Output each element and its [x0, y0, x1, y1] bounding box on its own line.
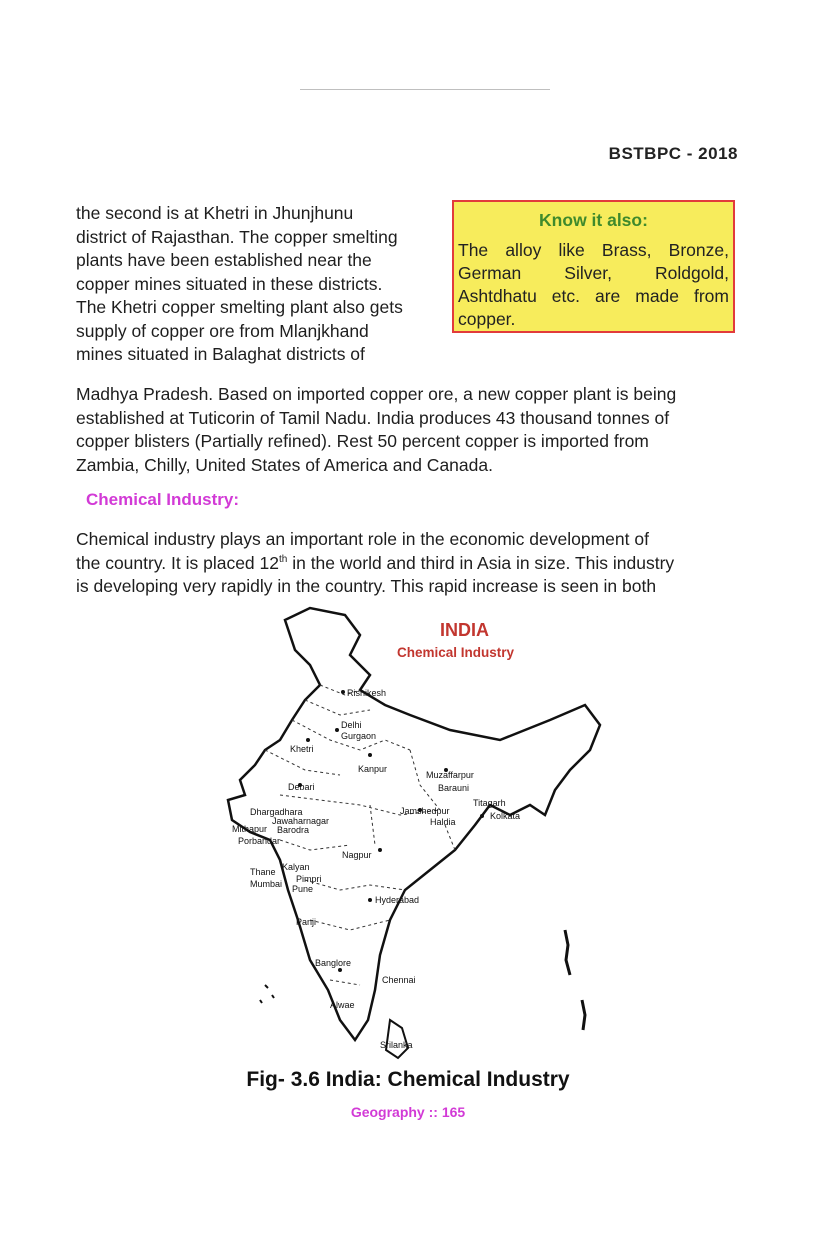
text-line: Madhya Pradesh. Based on imported copper ore, a new copper plant is being: [76, 384, 677, 404]
paragraph-chemical: [76, 528, 738, 599]
city-label: Panji: [296, 917, 317, 927]
city-dot: [338, 968, 342, 972]
city-label: Barauni: [438, 783, 470, 793]
city-dot: [335, 728, 339, 732]
city-label: Dhargadhara: [250, 807, 303, 817]
text-line: mines situated in Balaghat districts of: [76, 344, 365, 364]
text-fragment: the country. It is placed 12: [76, 552, 279, 573]
map-subtitle: Chemical Industry: [397, 645, 515, 660]
city-dot: [341, 690, 345, 694]
lakshadweep-islands: [260, 985, 274, 1003]
text-line: established at Tuticorin of Tamil Nadu. India produces 43 thousand tonnes of: [76, 407, 670, 428]
city-label: Kolkata: [490, 811, 521, 821]
map-title: INDIA: [440, 620, 489, 640]
city-dot: [306, 738, 310, 742]
city-label: Alwae: [330, 1000, 355, 1010]
page-header-code: BSTBPC - 2018: [608, 144, 738, 163]
text-line: Chemical industry plays an important role in the economic development of: [76, 529, 649, 549]
city-label: Nagpur: [342, 850, 372, 860]
city-label: Gurgaon: [341, 731, 377, 741]
know-box-text: The alloy like Brass, Bronze, German Silver, Roldgold, Ashtdhatu etc. are made from copper.: [458, 240, 729, 329]
superscript: th: [279, 553, 288, 565]
city-label: Chennai: [382, 975, 416, 985]
text-fragment: in the world and third in Asia in size. This industry: [287, 552, 675, 573]
city-label: Rishikesh: [347, 688, 387, 698]
text-line: The Khetri copper smelting plant also gets: [76, 297, 403, 317]
andaman-islands: [565, 930, 585, 1030]
city-label: Muzaffarpur: [426, 770, 474, 780]
city-label: Delhi: [341, 720, 362, 730]
city-label: Srilanka: [380, 1040, 413, 1050]
city-label: Jawaharnagar: [272, 816, 330, 826]
india-map: [210, 600, 610, 1060]
text-line: district of Rajasthan. The copper smelting: [76, 226, 398, 247]
page-footer: Geography :: 165: [350, 1104, 466, 1120]
paragraph-copper-bottom: [76, 383, 738, 477]
city-label: Titagarh: [473, 798, 506, 808]
know-box-title: Know it also:: [539, 210, 648, 230]
city-label: Mumbai: [250, 879, 283, 889]
top-rule: [300, 89, 550, 90]
city-label: Haldia: [430, 817, 456, 827]
city-dot: [368, 898, 372, 902]
city-label: Khetri: [290, 744, 314, 754]
city-label: Thane: [250, 867, 276, 877]
text-line: the second is at Khetri in Jhunjhunu: [76, 203, 354, 223]
text-line: copper blisters (Partially refined). Rest 50 percent copper is imported from: [76, 431, 649, 451]
city-label: Jamshedpur: [400, 806, 450, 816]
city-label: Debari: [288, 782, 315, 792]
city-label: Mithapur: [232, 824, 268, 834]
city-label: Kanpur: [358, 764, 388, 774]
know-it-also-box: [452, 200, 735, 333]
figure-caption: Fig- 3.6 India: Chemical Industry: [246, 1068, 570, 1091]
city-dot: [480, 814, 484, 818]
city-label: Banglore: [315, 958, 352, 968]
state-boundaries: [265, 685, 455, 985]
text-line: supply of copper ore from Mlanjkhand: [76, 320, 369, 341]
srilanka-outline: [386, 1020, 408, 1058]
text-line: Zambia, Chilly, United States of America and Canada.: [76, 454, 493, 475]
city-label: Pimpri: [296, 874, 322, 884]
text-line: is developing very rapidly in the country. This rapid increase is seen in both: [76, 576, 657, 596]
city-dot: [378, 848, 382, 852]
text-line: plants have been established near the: [76, 250, 372, 270]
city-label: Kalyan: [282, 862, 310, 872]
paragraph-copper-top: [76, 202, 434, 367]
city-dot: [368, 753, 372, 757]
city-label: Barodra: [277, 825, 310, 835]
city-label: Hyderabad: [375, 895, 420, 905]
text-line: copper mines situated in these districts.: [76, 273, 383, 294]
city-label: Porbandar: [238, 836, 281, 846]
text-line-with-sup: [76, 552, 738, 576]
section-heading: Chemical Industry:: [86, 490, 240, 509]
city-label: Pune: [292, 884, 314, 894]
